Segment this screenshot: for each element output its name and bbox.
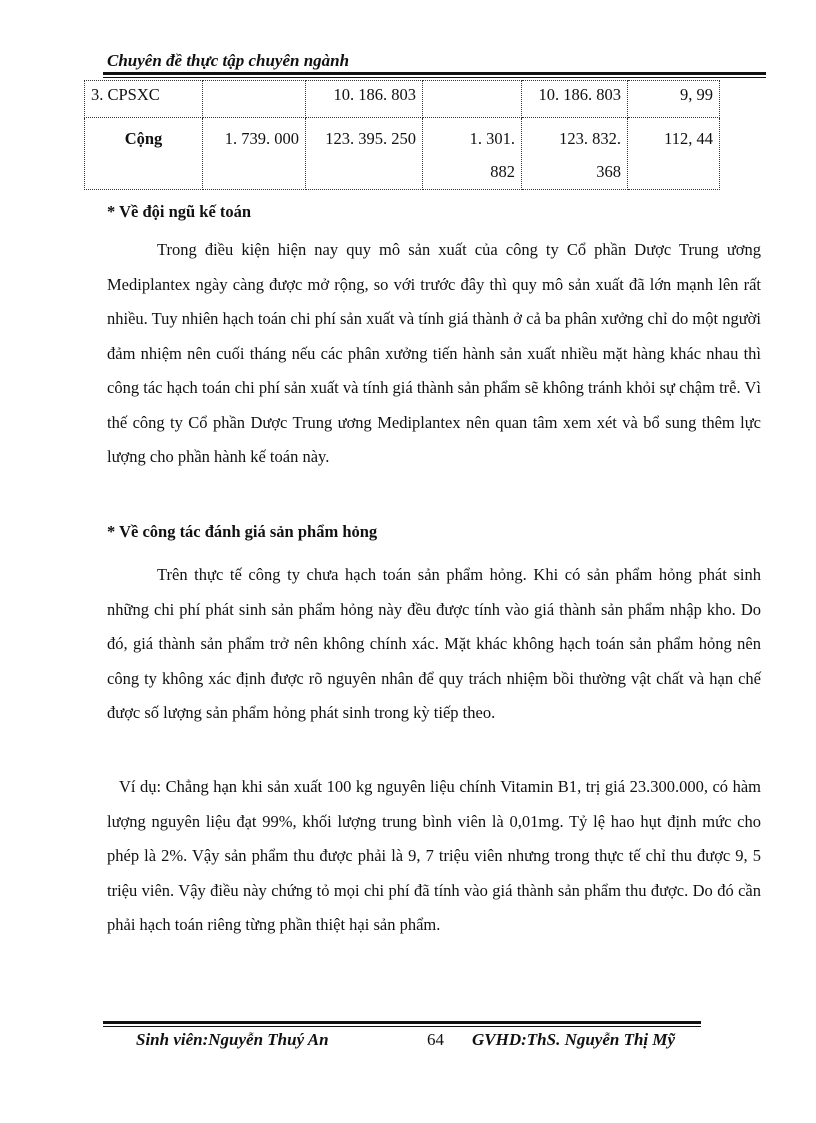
paragraph-accounting-team: Trong điều kiện hiện nay quy mô sản xuất của công ty Cổ phần Dược Trung ương Mediplantex ngày càng được mở rộng, so với trước đây thì quy mô sản xuất đã lớn mạnh lên rất nhiều. Tuy nhiên hạch toán chi phí sản xuất và tính giá thành ở cả ba phân xưởng chỉ do một người đảm nhiệm nên cuối tháng nếu các phân xưởng tiến hành sản xuất nhiều mặt hàng khác nhau thì công tác hạch toán chi phí sản xuất và tính giá thành sản phẩm sẽ không tránh khỏi sự chậm trễ. Vì thế công ty Cổ phần Dược Trung ương Mediplantex nên quan tâm xem xét và bổ sung thêm lực lượng cho phần hành kế toán này.: [107, 240, 761, 466]
header-title: Chuyên đề thực tập chuyên ngành: [107, 51, 350, 70]
paragraph-example: Ví dụ: Chẳng hạn khi sản xuất 100 kg nguyên liệu chính Vitamin B1, trị giá 23.300.000, có hàm lượng nguyên liệu đạt 99%, khối lượng trung bình viên là 0,01mg. Tỷ lệ hao hụt định mức cho phép là 2%. Vậy sản phẩm thu được phải là 9, 7 triệu viên nhưng trong thực tế chỉ thu được 9, 5 triệu viên. Vậy điều này chứng tỏ mọi chi phí đã tính vào giá thành sản phẩm thu được. Do đó cần phải hạch toán riêng từng phần thiệt hại sản phẩm.: [107, 777, 761, 934]
header-divider: [103, 72, 766, 75]
cell-line: 1. 301.: [469, 129, 515, 148]
footer-divider: [103, 1021, 701, 1024]
header-divider-thin: [103, 77, 766, 78]
footer-student: Sinh viên:Nguyễn Thuý An: [136, 1030, 329, 1049]
row-label: Cộng: [85, 118, 203, 190]
table-row: [85, 81, 720, 118]
cell-line: 882: [490, 162, 515, 181]
footer-divider-thin: [103, 1026, 701, 1027]
table-cell: [522, 118, 628, 190]
table-cell: [423, 118, 522, 190]
cell-line: 368: [596, 162, 621, 181]
paragraph-defective-products: Trên thực tế công ty chưa hạch toán sản phẩm hỏng. Khi có sản phẩm hỏng phát sinh những chi phí phát sinh sản phẩm hỏng này đều được tính vào giá thành sản phẩm nhập kho. Do đó, giá thành sản phẩm trở nên không chính xác. Mặt khác không hạch toán sản phẩm hỏng nên công ty không xác định được rõ nguyên nhân để quy trách nhiệm bồi thường vật chất và hạn chế được số lượng sản phẩm hỏng phát sinh trong kỳ tiếp theo.: [107, 565, 761, 722]
table-cell: [203, 81, 306, 118]
table-cell: 9, 99: [628, 81, 720, 118]
table-cell: 123. 395. 250: [306, 118, 423, 190]
table-cell: 10. 186. 803: [522, 81, 628, 118]
table-cell: [423, 81, 522, 118]
section-heading-accounting-team: * Về đội ngũ kế toán: [107, 202, 252, 221]
cost-table: [84, 80, 720, 190]
page-number: 64: [427, 1030, 444, 1049]
footer-advisor: GVHD:ThS. Nguyễn Thị Mỹ: [472, 1030, 676, 1049]
table-row-total: [85, 118, 720, 190]
table-cell: 1. 739. 000: [203, 118, 306, 190]
cell-line: 123. 832.: [559, 129, 621, 148]
table-cell: 112, 44: [628, 118, 720, 190]
table-cell: 10. 186. 803: [306, 81, 423, 118]
row-label: 3. CPSXC: [85, 81, 203, 118]
section-heading-defective-products: * Về công tác đánh giá sản phẩm hỏng: [107, 522, 378, 541]
